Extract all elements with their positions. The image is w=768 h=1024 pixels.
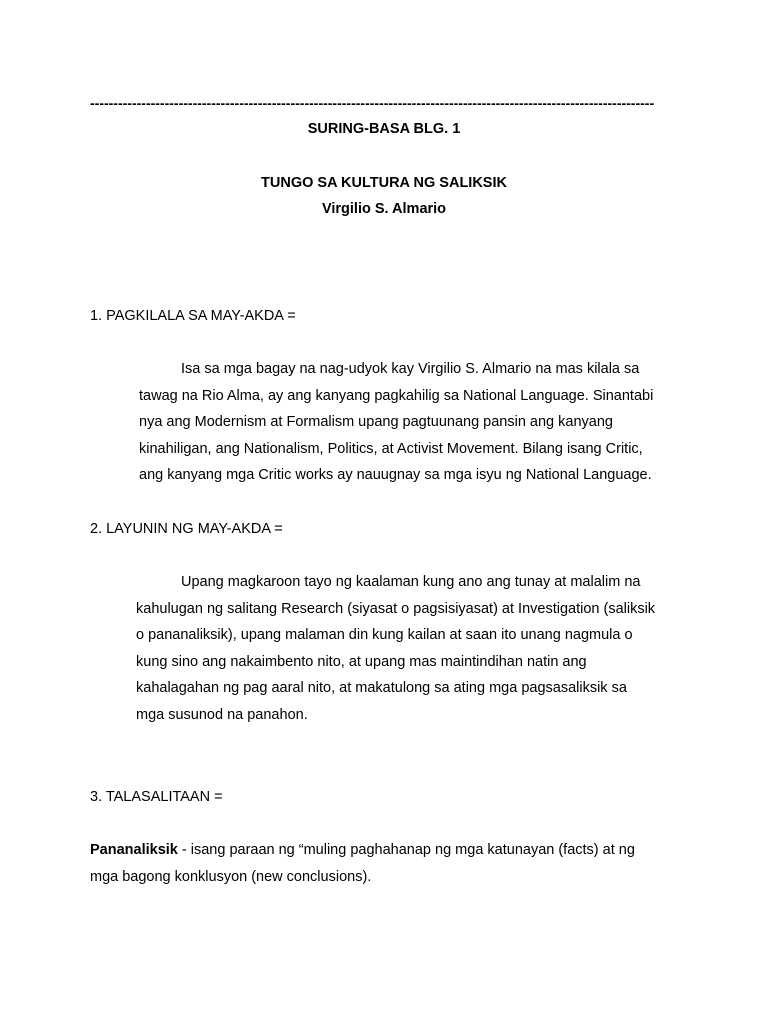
definition-term: Pananaliksik [90, 842, 178, 858]
section-heading-pagkilala: 1. PAGKILALA SA MAY-AKDA = [90, 308, 296, 324]
paragraph-line: nya ang Modernism at Formalism upang pagtuunang pansin ang kanyang [139, 414, 613, 431]
paragraph-line: kahalagahan ng pag aaral nito, at makatulong sa ating mga pagsasaliksik sa [136, 680, 627, 697]
dashed-separator: ------------------------------------------------------------------------------------------------------------------------- [90, 95, 655, 111]
paragraph-line: kinahiligan, ang Nationalism, Politics, at Activist Movement. Bilang isang Critic, [139, 440, 643, 457]
paragraph-line: Upang magkaroon tayo ng kaalaman kung ano ang tunay at malalim na [181, 574, 641, 590]
definition-entry [90, 837, 690, 890]
document-label: SURING-BASA BLG. 1 [307, 121, 461, 137]
paragraph-line: Isa sa mga bagay na nag-udyok kay Virgilio S. Almario na mas kilala sa [181, 361, 640, 377]
definition-line [90, 837, 690, 864]
section-paragraph-pagkilala [139, 356, 699, 489]
paragraph-line: kung sino ang nakaimbento nito, at upang mas maintindihan natin ang [136, 653, 587, 670]
document-author: Virgilio S. Almario [321, 201, 447, 217]
section-paragraph-layunin [136, 569, 696, 729]
paragraph-line: mga susunod na panahon. [136, 706, 308, 723]
paragraph-line: tawag na Rio Alma, ay ang kanyang pagkahilig sa National Language. Sinantabi [139, 387, 654, 404]
document-title: TUNGO SA KULTURA NG SALIKSIK [261, 175, 507, 191]
section-heading-talasalitaan: 3. TALASALITAAN = [90, 789, 223, 805]
section-heading-layunin: 2. LAYUNIN NG MAY-AKDA = [90, 521, 283, 537]
paragraph-line: ang kanyang mga Critic works ay nauugnay sa mga isyu ng National Language. [139, 467, 652, 484]
paragraph-line: o pananaliksik), upang malaman din kung kailan at saan ito unang nagmula o [136, 627, 633, 644]
paragraph-line: kahulugan ng salitang Research (siyasat o pagsisiyasat) at Investigation (saliksik [136, 600, 656, 617]
definition-text: - isang paraan ng “muling paghahanap ng mga katunayan (facts) at ng [177, 842, 635, 858]
definition-line: mga bagong konklusyon (new conclusions). [90, 868, 372, 885]
